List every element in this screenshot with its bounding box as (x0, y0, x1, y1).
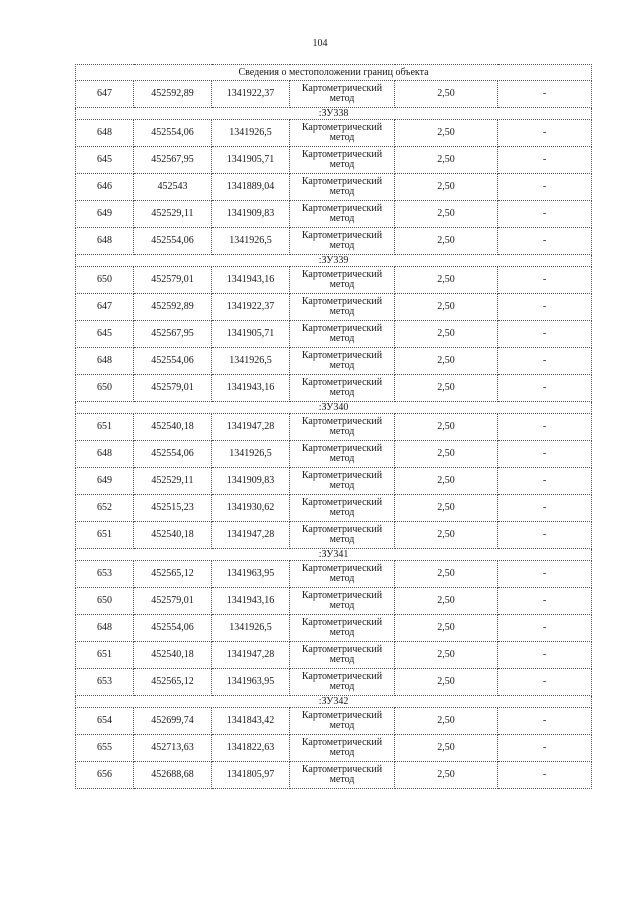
y-coordinate-cell: 1341889,04 (212, 174, 290, 201)
accuracy-cell: 2,50 (395, 468, 498, 495)
x-coordinate-cell: 452554,06 (134, 441, 212, 468)
method-cell: Картометрический метод (290, 267, 395, 294)
note-cell: - (498, 267, 592, 294)
section-label: :ЗУ342 (76, 696, 592, 708)
accuracy-cell: 2,50 (395, 441, 498, 468)
method-cell: Картометрический метод (290, 201, 395, 228)
method-cell: Картометрический метод (290, 495, 395, 522)
note-cell: - (498, 414, 592, 441)
note-cell: - (498, 669, 592, 696)
note-cell: - (498, 708, 592, 735)
method-cell: Картометрический метод (290, 294, 395, 321)
table-row (76, 441, 592, 468)
section-row (76, 255, 592, 267)
y-coordinate-cell: 1341926,5 (212, 615, 290, 642)
method-cell: Картометрический метод (290, 615, 395, 642)
y-coordinate-cell: 1341943,16 (212, 267, 290, 294)
table-row (76, 81, 592, 108)
x-coordinate-cell: 452565,12 (134, 561, 212, 588)
method-cell: Картометрический метод (290, 228, 395, 255)
x-coordinate-cell: 452579,01 (134, 588, 212, 615)
y-coordinate-cell: 1341930,62 (212, 495, 290, 522)
accuracy-cell: 2,50 (395, 375, 498, 402)
accuracy-cell: 2,50 (395, 294, 498, 321)
section-row (76, 108, 592, 120)
y-coordinate-cell: 1341843,42 (212, 708, 290, 735)
y-coordinate-cell: 1341943,16 (212, 588, 290, 615)
y-coordinate-cell: 1341805,97 (212, 762, 290, 789)
point-number-cell: 648 (76, 441, 134, 468)
table-row (76, 120, 592, 147)
accuracy-cell: 2,50 (395, 201, 498, 228)
x-coordinate-cell: 452540,18 (134, 414, 212, 441)
accuracy-cell: 2,50 (395, 561, 498, 588)
table-row (76, 348, 592, 375)
point-number-cell: 645 (76, 321, 134, 348)
note-cell: - (498, 294, 592, 321)
x-coordinate-cell: 452529,11 (134, 468, 212, 495)
y-coordinate-cell: 1341926,5 (212, 228, 290, 255)
table-row (76, 174, 592, 201)
note-cell: - (498, 228, 592, 255)
method-cell: Картометрический метод (290, 441, 395, 468)
method-cell: Картометрический метод (290, 348, 395, 375)
accuracy-cell: 2,50 (395, 81, 498, 108)
table-row (76, 708, 592, 735)
point-number-cell: 648 (76, 615, 134, 642)
y-coordinate-cell: 1341822,63 (212, 735, 290, 762)
accuracy-cell: 2,50 (395, 669, 498, 696)
x-coordinate-cell: 452567,95 (134, 321, 212, 348)
x-coordinate-cell: 452515,23 (134, 495, 212, 522)
note-cell: - (498, 642, 592, 669)
table-header-title: Сведения о местоположении границ объекта (76, 65, 592, 81)
table-row (76, 669, 592, 696)
x-coordinate-cell: 452554,06 (134, 615, 212, 642)
point-number-cell: 647 (76, 294, 134, 321)
x-coordinate-cell: 452540,18 (134, 642, 212, 669)
x-coordinate-cell: 452554,06 (134, 348, 212, 375)
y-coordinate-cell: 1341943,16 (212, 375, 290, 402)
x-coordinate-cell: 452579,01 (134, 267, 212, 294)
accuracy-cell: 2,50 (395, 495, 498, 522)
accuracy-cell: 2,50 (395, 120, 498, 147)
x-coordinate-cell: 452565,12 (134, 669, 212, 696)
method-cell: Картометрический метод (290, 762, 395, 789)
method-cell: Картометрический метод (290, 81, 395, 108)
y-coordinate-cell: 1341926,5 (212, 120, 290, 147)
note-cell: - (498, 468, 592, 495)
accuracy-cell: 2,50 (395, 588, 498, 615)
note-cell: - (498, 522, 592, 549)
section-row (76, 696, 592, 708)
point-number-cell: 653 (76, 669, 134, 696)
table-row (76, 147, 592, 174)
point-number-cell: 650 (76, 375, 134, 402)
y-coordinate-cell: 1341947,28 (212, 642, 290, 669)
page-number: 104 (312, 38, 328, 49)
table-row (76, 762, 592, 789)
accuracy-cell: 2,50 (395, 267, 498, 294)
point-number-cell: 653 (76, 561, 134, 588)
accuracy-cell: 2,50 (395, 708, 498, 735)
method-cell: Картометрический метод (290, 735, 395, 762)
point-number-cell: 650 (76, 588, 134, 615)
accuracy-cell: 2,50 (395, 147, 498, 174)
table-row (76, 375, 592, 402)
accuracy-cell: 2,50 (395, 762, 498, 789)
x-coordinate-cell: 452592,89 (134, 294, 212, 321)
note-cell: - (498, 375, 592, 402)
method-cell: Картометрический метод (290, 708, 395, 735)
x-coordinate-cell: 452579,01 (134, 375, 212, 402)
note-cell: - (498, 588, 592, 615)
accuracy-cell: 2,50 (395, 615, 498, 642)
y-coordinate-cell: 1341922,37 (212, 294, 290, 321)
method-cell: Картометрический метод (290, 414, 395, 441)
table-body (76, 65, 592, 789)
table-row (76, 321, 592, 348)
table-row (76, 522, 592, 549)
x-coordinate-cell: 452688,68 (134, 762, 212, 789)
point-number-cell: 651 (76, 414, 134, 441)
point-number-cell: 651 (76, 642, 134, 669)
x-coordinate-cell: 452567,95 (134, 147, 212, 174)
section-label: :ЗУ339 (76, 255, 592, 267)
point-number-cell: 649 (76, 468, 134, 495)
table-row (76, 495, 592, 522)
y-coordinate-cell: 1341947,28 (212, 414, 290, 441)
table-row (76, 414, 592, 441)
note-cell: - (498, 441, 592, 468)
note-cell: - (498, 561, 592, 588)
table-row (76, 642, 592, 669)
point-number-cell: 647 (76, 81, 134, 108)
point-number-cell: 651 (76, 522, 134, 549)
note-cell: - (498, 174, 592, 201)
accuracy-cell: 2,50 (395, 735, 498, 762)
note-cell: - (498, 762, 592, 789)
table-row (76, 468, 592, 495)
method-cell: Картометрический метод (290, 642, 395, 669)
accuracy-cell: 2,50 (395, 321, 498, 348)
y-coordinate-cell: 1341909,83 (212, 468, 290, 495)
point-number-cell: 646 (76, 174, 134, 201)
y-coordinate-cell: 1341963,95 (212, 669, 290, 696)
note-cell: - (498, 348, 592, 375)
y-coordinate-cell: 1341905,71 (212, 321, 290, 348)
boundary-coordinates-table (75, 64, 592, 789)
table-row (76, 294, 592, 321)
method-cell: Картометрический метод (290, 321, 395, 348)
y-coordinate-cell: 1341905,71 (212, 147, 290, 174)
section-label: :ЗУ338 (76, 108, 592, 120)
point-number-cell: 645 (76, 147, 134, 174)
note-cell: - (498, 81, 592, 108)
method-cell: Картометрический метод (290, 468, 395, 495)
method-cell: Картометрический метод (290, 669, 395, 696)
note-cell: - (498, 147, 592, 174)
accuracy-cell: 2,50 (395, 174, 498, 201)
method-cell: Картометрический метод (290, 147, 395, 174)
y-coordinate-cell: 1341926,5 (212, 441, 290, 468)
y-coordinate-cell: 1341963,95 (212, 561, 290, 588)
y-coordinate-cell: 1341926,5 (212, 348, 290, 375)
section-label: :ЗУ340 (76, 402, 592, 414)
table-row (76, 201, 592, 228)
note-cell: - (498, 615, 592, 642)
note-cell: - (498, 495, 592, 522)
point-number-cell: 650 (76, 267, 134, 294)
method-cell: Картометрический метод (290, 174, 395, 201)
table-header-row (76, 65, 592, 81)
point-number-cell: 649 (76, 201, 134, 228)
table-row (76, 267, 592, 294)
x-coordinate-cell: 452554,06 (134, 120, 212, 147)
point-number-cell: 648 (76, 120, 134, 147)
method-cell: Картометрический метод (290, 561, 395, 588)
table-row (76, 615, 592, 642)
x-coordinate-cell: 452699,74 (134, 708, 212, 735)
method-cell: Картометрический метод (290, 120, 395, 147)
accuracy-cell: 2,50 (395, 522, 498, 549)
point-number-cell: 654 (76, 708, 134, 735)
y-coordinate-cell: 1341922,37 (212, 81, 290, 108)
table-row (76, 561, 592, 588)
method-cell: Картометрический метод (290, 588, 395, 615)
note-cell: - (498, 735, 592, 762)
point-number-cell: 652 (76, 495, 134, 522)
section-label: :ЗУ341 (76, 549, 592, 561)
note-cell: - (498, 321, 592, 348)
y-coordinate-cell: 1341909,83 (212, 201, 290, 228)
table-row (76, 735, 592, 762)
section-row (76, 549, 592, 561)
section-row (76, 402, 592, 414)
point-number-cell: 648 (76, 228, 134, 255)
y-coordinate-cell: 1341947,28 (212, 522, 290, 549)
x-coordinate-cell: 452554,06 (134, 228, 212, 255)
x-coordinate-cell: 452543 (134, 174, 212, 201)
method-cell: Картометрический метод (290, 375, 395, 402)
accuracy-cell: 2,50 (395, 348, 498, 375)
x-coordinate-cell: 452713,63 (134, 735, 212, 762)
x-coordinate-cell: 452529,11 (134, 201, 212, 228)
method-cell: Картометрический метод (290, 522, 395, 549)
table-row (76, 228, 592, 255)
note-cell: - (498, 120, 592, 147)
x-coordinate-cell: 452592,89 (134, 81, 212, 108)
point-number-cell: 648 (76, 348, 134, 375)
table-row (76, 588, 592, 615)
point-number-cell: 656 (76, 762, 134, 789)
accuracy-cell: 2,50 (395, 228, 498, 255)
note-cell: - (498, 201, 592, 228)
x-coordinate-cell: 452540,18 (134, 522, 212, 549)
point-number-cell: 655 (76, 735, 134, 762)
accuracy-cell: 2,50 (395, 642, 498, 669)
accuracy-cell: 2,50 (395, 414, 498, 441)
